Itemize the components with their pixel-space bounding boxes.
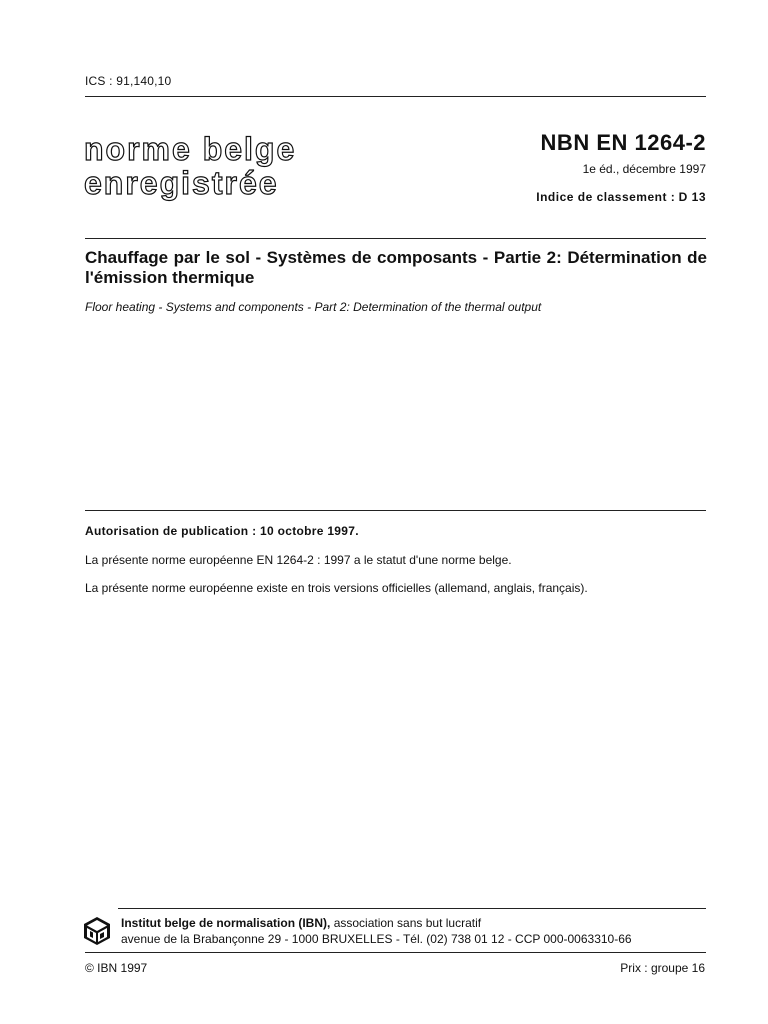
institute-line [121,915,632,931]
classification [536,190,706,204]
authorization-date: 10 octobre 1997. [260,524,359,538]
status-paragraph: La présente norme européenne EN 1264-2 : 1997 a le statut d'une norme belge. [85,553,512,567]
authorization-label: Autorisation de publication : [85,524,257,538]
edition-info: 1e éd., décembre 1997 [582,162,706,176]
brand-line-2: enregistrée [84,165,279,201]
title-divider [85,238,706,239]
institute-address: avenue de la Brabançonne 29 - 1000 BRUXELLES - Tél. (02) 738 01 12 - CCP 000-0063310-66 [121,932,632,946]
institute-desc: association sans but lucratif [333,916,482,930]
brand-line-1: norme belge [84,131,297,167]
english-title: Floor heating - Systems and components - Part 2: Determination of the thermal output [85,300,542,314]
brand-logo-text [84,132,296,200]
body-divider [85,510,706,511]
authorization-line [85,524,359,538]
footer-divider-bottom [85,952,706,953]
institute-name: Institut belge de normalisation (IBN), [121,916,331,930]
institute-block [121,915,632,947]
ics-code: ICS : 91,140,10 [85,74,172,88]
french-title: Chauffage par le sol - Systèmes de composants - Partie 2: Détermination de l'émission thermique [85,248,707,287]
standard-id: NBN EN 1264-2 [540,130,706,155]
footer-divider-top [118,908,706,909]
ibn-logo-icon [82,916,112,946]
classification-label: Indice de classement : [536,190,676,204]
copyright: © IBN 1997 [85,961,148,975]
classification-value: D 13 [678,190,706,204]
versions-paragraph: La présente norme européenne existe en trois versions officielles (allemand, anglais, français). [85,581,588,595]
price-group: Prix : groupe 16 [620,961,705,975]
header-divider [85,96,706,97]
